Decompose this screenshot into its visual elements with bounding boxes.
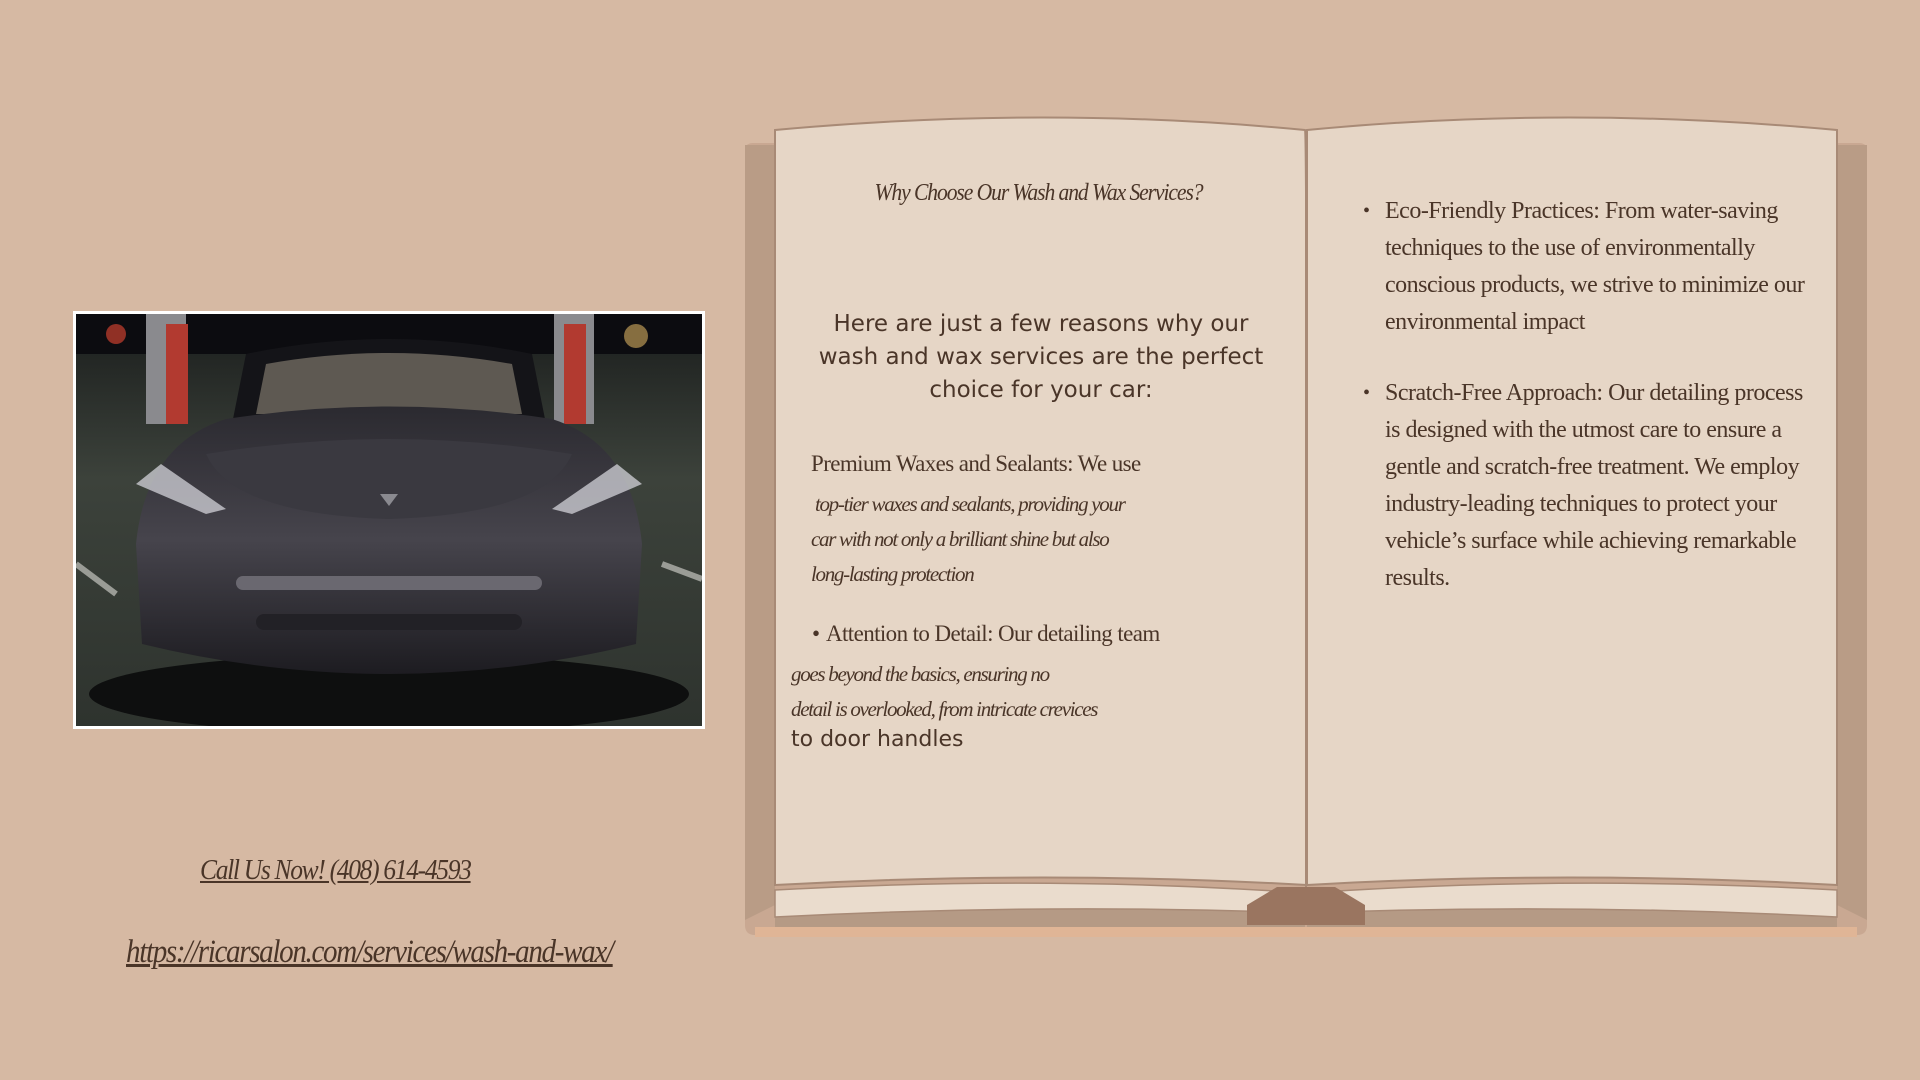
attention-detail-title (812, 621, 1160, 647)
car-photo (73, 311, 705, 729)
open-book (745, 105, 1867, 945)
call-us-link[interactable]: Call Us Now! (408) 614-4593 (200, 854, 471, 886)
premium-waxes-body (811, 487, 1171, 592)
list-item-eco-friendly: • Eco-Friendly Practices: From water-saving techniques to the use of environmentally conscious products, we strive to minimize our environmental impact (1385, 193, 1805, 341)
intro-text: Here are just a few reasons why our wash and wax services are the perfect choice for your car: (818, 311, 1264, 403)
car-image (76, 314, 702, 726)
premium-waxes-title: Premium Waxes and Sealants: We use (811, 451, 1141, 476)
premium-line: long-lasting protection (811, 562, 974, 586)
attention-detail-end: to door handles (791, 727, 964, 752)
list-item-scratch-free: • Scratch-Free Approach: Our detailing process is designed with the utmost care to ensure a gentle and scratch-free treatment. We employ industry-leading techniques to protect your vehicle’s surface while achieving remarkable results. (1385, 375, 1805, 597)
attention-line: detail is overlooked, from intricate crevices (791, 697, 1098, 721)
right-page-list (1385, 193, 1805, 631)
bullet-icon: • (812, 621, 820, 646)
attention-title-text: Attention to Detail: Our detailing team (826, 621, 1160, 646)
premium-line: top-tier waxes and sealants, providing your (811, 492, 1125, 516)
website-link[interactable]: https://ricarsalon.com/services/wash-and-wax/ (126, 934, 613, 970)
premium-line: car with not only a brilliant shine but also (811, 527, 1109, 551)
attention-detail-body (791, 657, 1151, 727)
page-title: Why Choose Our Wash and Wax Services? (874, 180, 1203, 206)
attention-line: goes beyond the basics, ensuring no (791, 662, 1049, 686)
